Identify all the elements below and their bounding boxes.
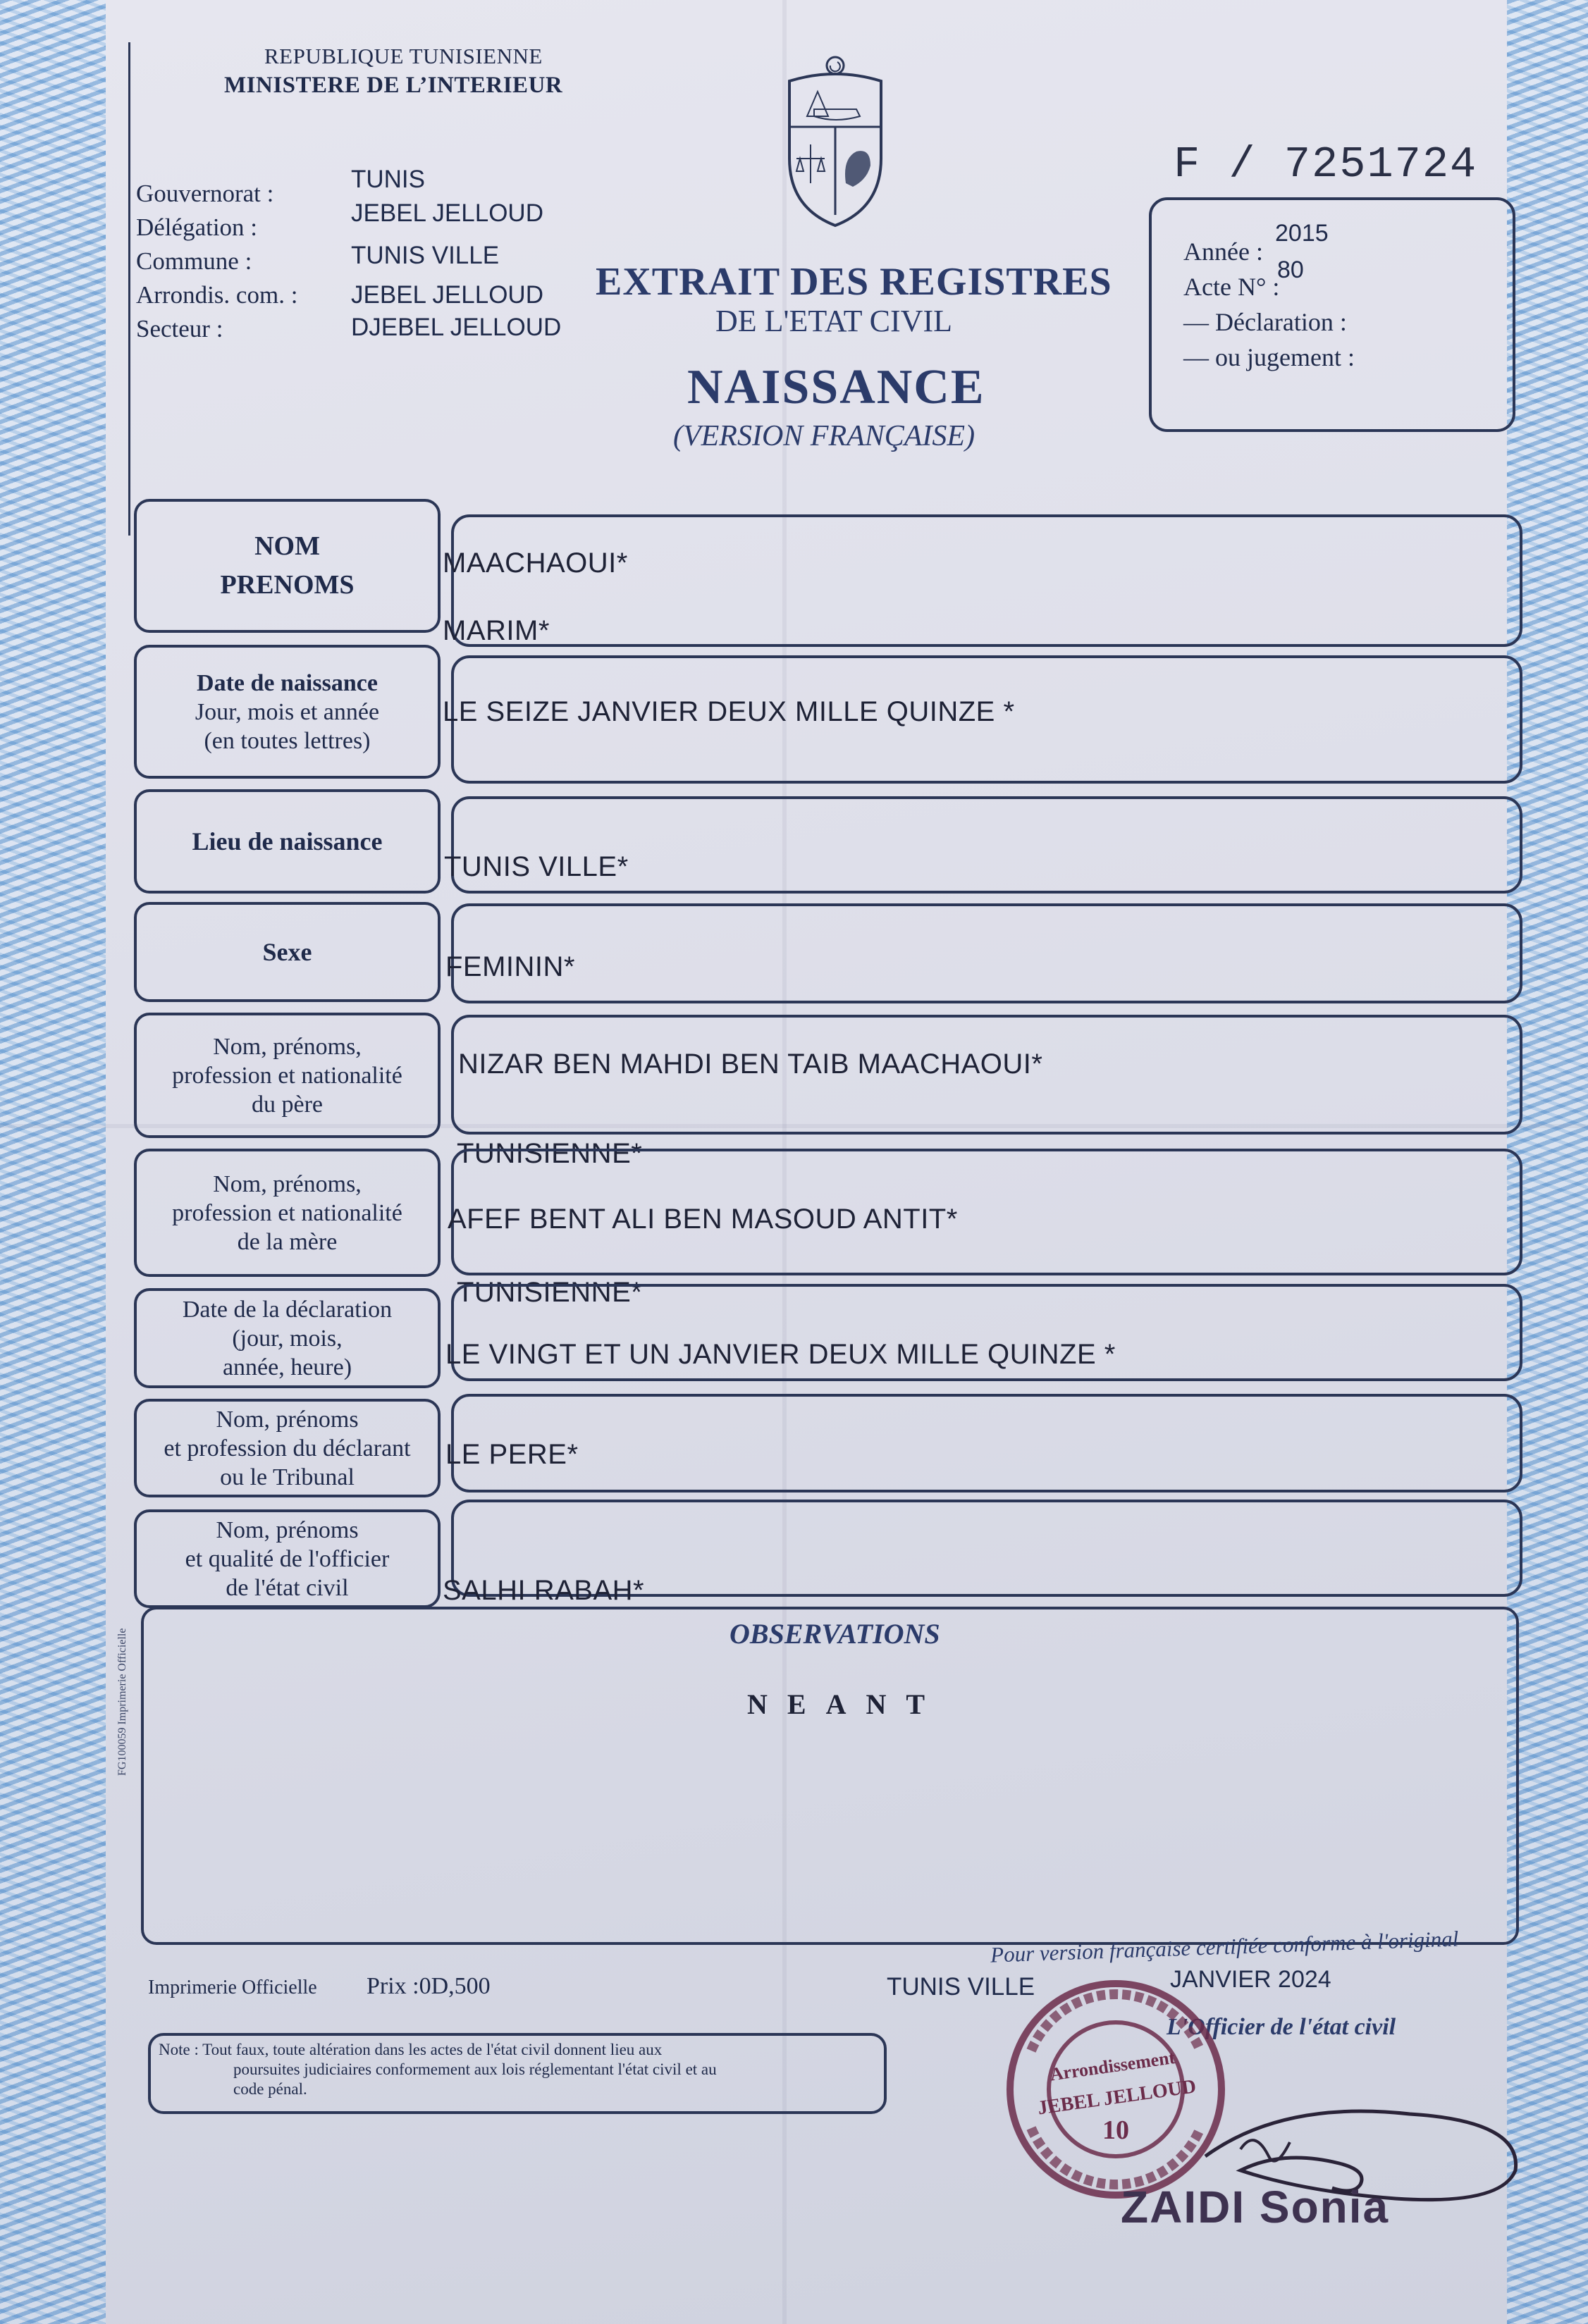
jugement-label: — ou jugement : [1183, 343, 1355, 371]
label-mere [134, 1149, 441, 1277]
label-officier [134, 1509, 441, 1608]
value-box-sexe [451, 903, 1522, 1003]
observations-box [141, 1607, 1519, 1945]
certification-text: Pour version française certifiée conforme à l'original [990, 1926, 1459, 1967]
label-lieu-naissance [134, 789, 441, 894]
legal-note [159, 2040, 878, 2099]
label-date-naissance-sub1: Jour, mois et année [195, 698, 380, 725]
admin-value-gouvernorat: TUNIS [351, 166, 425, 193]
value-prenoms: MARIM* [443, 615, 550, 646]
document-title-version: (VERSION FRANÇAISE) [673, 420, 975, 452]
label-date-declaration [134, 1288, 441, 1388]
annee-label: Année : [1183, 237, 1263, 266]
header-republic: REPUBLIQUE TUNISIENNE [264, 44, 543, 68]
svg-text:JEBEL JELLOUD: JEBEL JELLOUD [1036, 2075, 1198, 2120]
value-date-naissance: LE SEIZE JANVIER DEUX MILLE QUINZE * [443, 696, 1015, 727]
label-date-naissance [134, 645, 441, 779]
legal-note-line3: code pénal. [233, 2080, 307, 2098]
footer-prix: Prix :0D,500 [367, 1973, 491, 1999]
value-lieu: TUNIS VILLE* [444, 851, 629, 882]
security-border-left [0, 0, 106, 2324]
declaration-label: — Déclaration : [1183, 308, 1347, 336]
value-mere: AFEF BENT ALI BEN MASOUD ANTIT* [448, 1204, 958, 1235]
admin-value-delegation: JEBEL JELLOUD [351, 199, 543, 227]
label-pere [134, 1013, 441, 1138]
label-mere-line2: profession et nationalité [172, 1199, 402, 1226]
value-sexe: FEMININ* [445, 951, 575, 982]
tunisia-coat-of-arms-icon [775, 53, 895, 229]
admin-label-delegation: Délégation : [136, 214, 258, 241]
svg-text:10: 10 [1102, 2115, 1129, 2145]
value-pere: NIZAR BEN MAHDI BEN TAIB MAACHAOUI* [458, 1049, 1043, 1080]
label-pere-line2: profession et nationalité [172, 1062, 402, 1089]
value-nom: MAACHAOUI* [443, 548, 628, 579]
label-pere-line1: Nom, prénoms, [213, 1033, 362, 1060]
value-date-declaration: LE VINGT ET UN JANVIER DEUX MILLE QUINZE * [445, 1339, 1116, 1370]
label-mere-line3: de la mère [237, 1228, 338, 1255]
label-declarant [134, 1399, 441, 1497]
label-declaration-line1: Date de la déclaration [182, 1296, 393, 1323]
observations-value: NEANT [747, 1688, 945, 1720]
label-declaration-line2: (jour, mois, [232, 1325, 343, 1352]
label-date-naissance-sub2: (en toutes lettres) [204, 727, 371, 754]
admin-label-commune: Commune : [136, 247, 252, 275]
header-vertical-rule [128, 42, 130, 536]
admin-value-arrondissement: JEBEL JELLOUD [351, 281, 543, 309]
label-declarant-line2: et profession du déclarant [164, 1435, 411, 1461]
legal-note-line2: poursuites judiciaires conformement aux lois réglementant l'état civil et au [233, 2060, 717, 2078]
side-print-reference: FG100059 Imprimerie Officielle [116, 1628, 128, 1776]
admin-value-secteur: DJEBEL JELLOUD [351, 314, 562, 341]
admin-label-arrondissement: Arrondis. com. : [136, 281, 298, 309]
label-pere-line3: du père [251, 1091, 323, 1118]
label-declarant-line1: Nom, prénoms [216, 1406, 359, 1433]
official-stamp-icon [999, 1973, 1232, 2206]
footer-place: TUNIS VILLE [887, 1973, 1035, 2001]
legal-note-line1: Note : Tout faux, toute altération dans les actes de l'état civil donnent lieu aux [159, 2041, 663, 2058]
label-mere-line1: Nom, prénoms, [213, 1170, 362, 1197]
label-sexe-text: Sexe [262, 937, 312, 966]
value-mere-nationalite: TUNISIENNE* [457, 1277, 643, 1308]
label-lieu-naissance-text: Lieu de naissance [192, 827, 383, 855]
header-ministry: MINISTERE DE L’INTERIEUR [224, 73, 563, 98]
label-date-naissance-title: Date de naissance [197, 669, 378, 696]
annee-value: 2015 [1275, 220, 1329, 247]
value-box-declarant [451, 1394, 1522, 1492]
admin-label-gouvernorat: Gouvernorat : [136, 180, 274, 207]
label-declaration-line3: année, heure) [222, 1354, 352, 1380]
acte-number-value: 80 [1277, 256, 1304, 283]
value-officier: SALHI RABAH* [443, 1575, 645, 1606]
document-title-naissance: NAISSANCE [687, 360, 985, 414]
acte-number-label: Acte N° : [1183, 273, 1280, 301]
observations-title: OBSERVATIONS [730, 1618, 940, 1650]
footer-imprimerie: Imprimerie Officielle [148, 1977, 317, 1998]
signature-name-stamp: ZAIDI Sonia [1121, 2182, 1390, 2232]
value-pere-nationalite: TUNISIENNE* [457, 1138, 643, 1169]
label-officier-line1: Nom, prénoms [216, 1516, 359, 1543]
label-nom: NOM [254, 531, 320, 561]
document-title-line2: DE L'ETAT CIVIL [715, 304, 952, 338]
value-declarant: LE PERE* [445, 1439, 579, 1470]
label-officier-line2: et qualité de l'officier [185, 1545, 390, 1572]
footer-date: JANVIER 2024 [1170, 1966, 1331, 1993]
label-sexe [134, 902, 441, 1002]
footer-officer-title: L'Officier de l'état civil [1167, 2014, 1396, 2040]
acte-info-box [1149, 197, 1515, 432]
label-officier-line3: de l'état civil [226, 1574, 349, 1601]
admin-label-secteur: Secteur : [136, 315, 223, 342]
admin-value-commune: TUNIS VILLE [351, 242, 500, 269]
serial-number: F / 7251724 [1174, 140, 1478, 190]
label-declarant-line3: ou le Tribunal [220, 1464, 355, 1490]
label-prenoms: PRENOMS [220, 570, 355, 600]
label-nom-prenoms [134, 499, 441, 633]
value-box-nom [451, 514, 1522, 647]
svg-text:Arrondissement: Arrondissement [1048, 2047, 1176, 2085]
document-title-line1: EXTRAIT DES REGISTRES [596, 260, 1112, 304]
